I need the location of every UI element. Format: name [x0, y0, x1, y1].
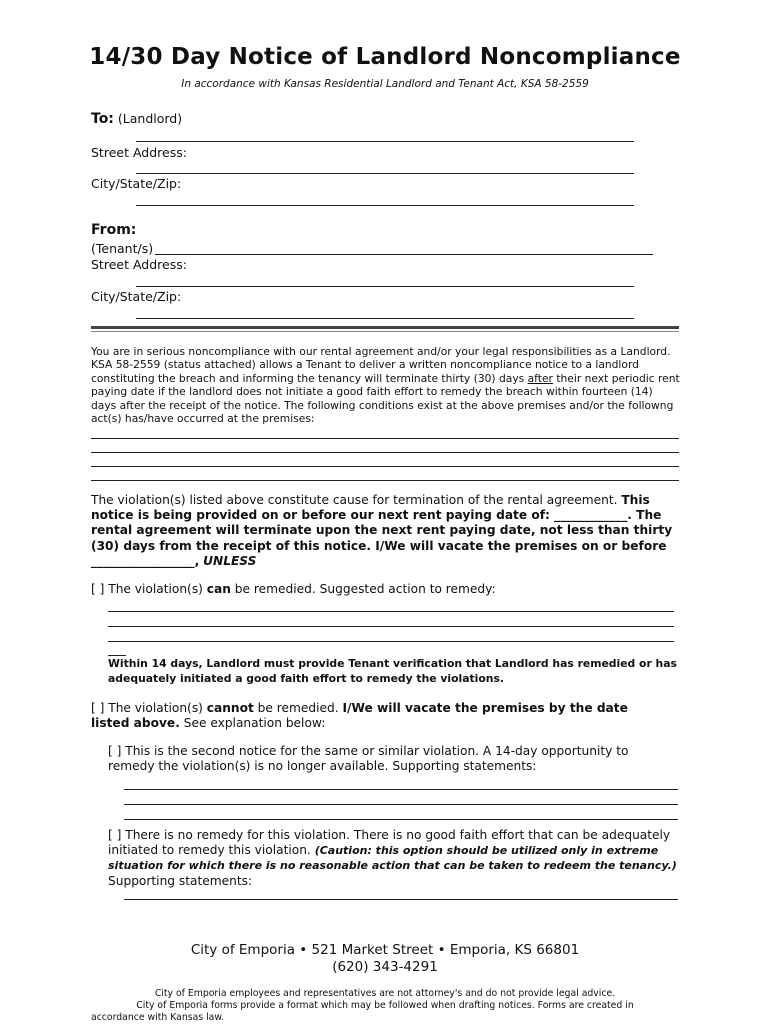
- to-landlord-label: (Landlord): [117, 111, 183, 126]
- page-subtitle: In accordance with Kansas Residential Landlord and Tenant Act, KSA 58-2559: [181, 78, 589, 90]
- termination-paragraph: The violation(s) listed above constitute cause for termination of the rental agreement. This notice is being provided on or before our next rent paying date of: ____________. The rental agreement will terminate upon the next rent paying date, not less than thirty (30) days from the receipt of this notice. I/We will vacate the premises on or before _________________, UNLESS: [91, 493, 673, 568]
- to-city-label: City/State/Zip:: [91, 176, 182, 191]
- from-street-label: Street Address:: [91, 257, 187, 272]
- remedy-line-3[interactable]: [108, 641, 674, 642]
- second-notice-line-2[interactable]: [124, 804, 678, 805]
- landlord-city-line[interactable]: [136, 205, 634, 206]
- to-heading: To:: [91, 111, 114, 127]
- tenant-street-line[interactable]: [136, 286, 634, 287]
- from-city-label: City/State/Zip:: [91, 289, 182, 304]
- from-heading: From:: [91, 222, 137, 238]
- second-notice-line-3[interactable]: [124, 819, 678, 820]
- city-address: City of Emporia • 521 Market Street • Emporia, KS 66801: [190, 942, 580, 958]
- city-contact: [0, 942, 770, 976]
- remedy-line-2[interactable]: [108, 626, 674, 627]
- section-divider: [91, 326, 679, 329]
- section-divider-thin: [91, 331, 679, 332]
- checkbox-cannot-remedy[interactable]: [ ]: [91, 701, 105, 715]
- legal-disclaimer: City of Emporia employees and representatives are not attorney's and do not provide legal advice. City of Emporia forms provide a format which may be followed when drafting notices. Forms are created in accordance with Kansas law.: [91, 988, 634, 1023]
- option-no-remedy[interactable]: [ ] There is no remedy for this violation. There is no good faith effort that can be adequately initiated to remedy this violation. (Caution: this option should be utilized only in extreme situation for which there is no reasonable action that can be taken to redeem the tenancy.) Supporting statements:: [108, 828, 677, 888]
- conditions-line-4[interactable]: [91, 480, 679, 481]
- remedy-line-1[interactable]: [108, 611, 674, 612]
- noncompliance-paragraph: You are in serious noncompliance with our rental agreement and/or your legal responsibilities as a Landlord. KSA 58-2559 (status attached) allows a Tenant to deliver a written noncompliance notice to a landlord constituting the breach and informing the tenancy will terminate thirty (30) days after their next periodic rent paying date if the landlord does not initiate a good faith effort to remedy the breach within fourteen (14) days after the receipt of the notice. The following conditions exist at the above premises and/or the followng act(s) has/have occurred at the premises:: [91, 345, 680, 426]
- after-emphasis: after: [527, 371, 553, 385]
- no-remedy-line-1[interactable]: [124, 899, 678, 900]
- tenant-name-line[interactable]: [155, 254, 653, 255]
- tenant-city-line[interactable]: [136, 318, 634, 319]
- page-title: 14/30 Day Notice of Landlord Noncompliance: [89, 44, 681, 70]
- from-tenants-label: (Tenant/s): [91, 241, 154, 256]
- to-block: [91, 111, 182, 127]
- option-can-remedy[interactable]: [ ] The violation(s) can be remedied. Suggested action to remedy:: [91, 582, 496, 596]
- checkbox-no-remedy[interactable]: [ ]: [108, 828, 122, 842]
- landlord-name-line[interactable]: [136, 141, 634, 142]
- checkbox-second-notice[interactable]: [ ]: [108, 744, 122, 758]
- landlord-verification-note: Within 14 days, Landlord must provide Tenant verification that Landlord has remedied or has adequately initiated a good faith effort to remedy the violations.: [108, 657, 677, 686]
- option-cannot-remedy[interactable]: [ ] The violation(s) cannot be remedied. I/We will vacate the premises by the date listed above. See explanation below:: [91, 701, 628, 731]
- conditions-line-3[interactable]: [91, 466, 679, 467]
- landlord-street-line[interactable]: [136, 173, 634, 174]
- city-phone: (620) 343-4291: [332, 959, 438, 975]
- option-second-notice[interactable]: [ ] This is the second notice for the same or similar violation. A 14-day opportunity to remedy the violation(s) is no longer available. Supporting statements:: [108, 744, 629, 774]
- to-street-label: Street Address:: [91, 145, 187, 160]
- checkbox-can-remedy[interactable]: [ ]: [91, 582, 105, 596]
- conditions-line-2[interactable]: [91, 452, 679, 453]
- conditions-line-1[interactable]: [91, 438, 679, 439]
- second-notice-line-1[interactable]: [124, 789, 678, 790]
